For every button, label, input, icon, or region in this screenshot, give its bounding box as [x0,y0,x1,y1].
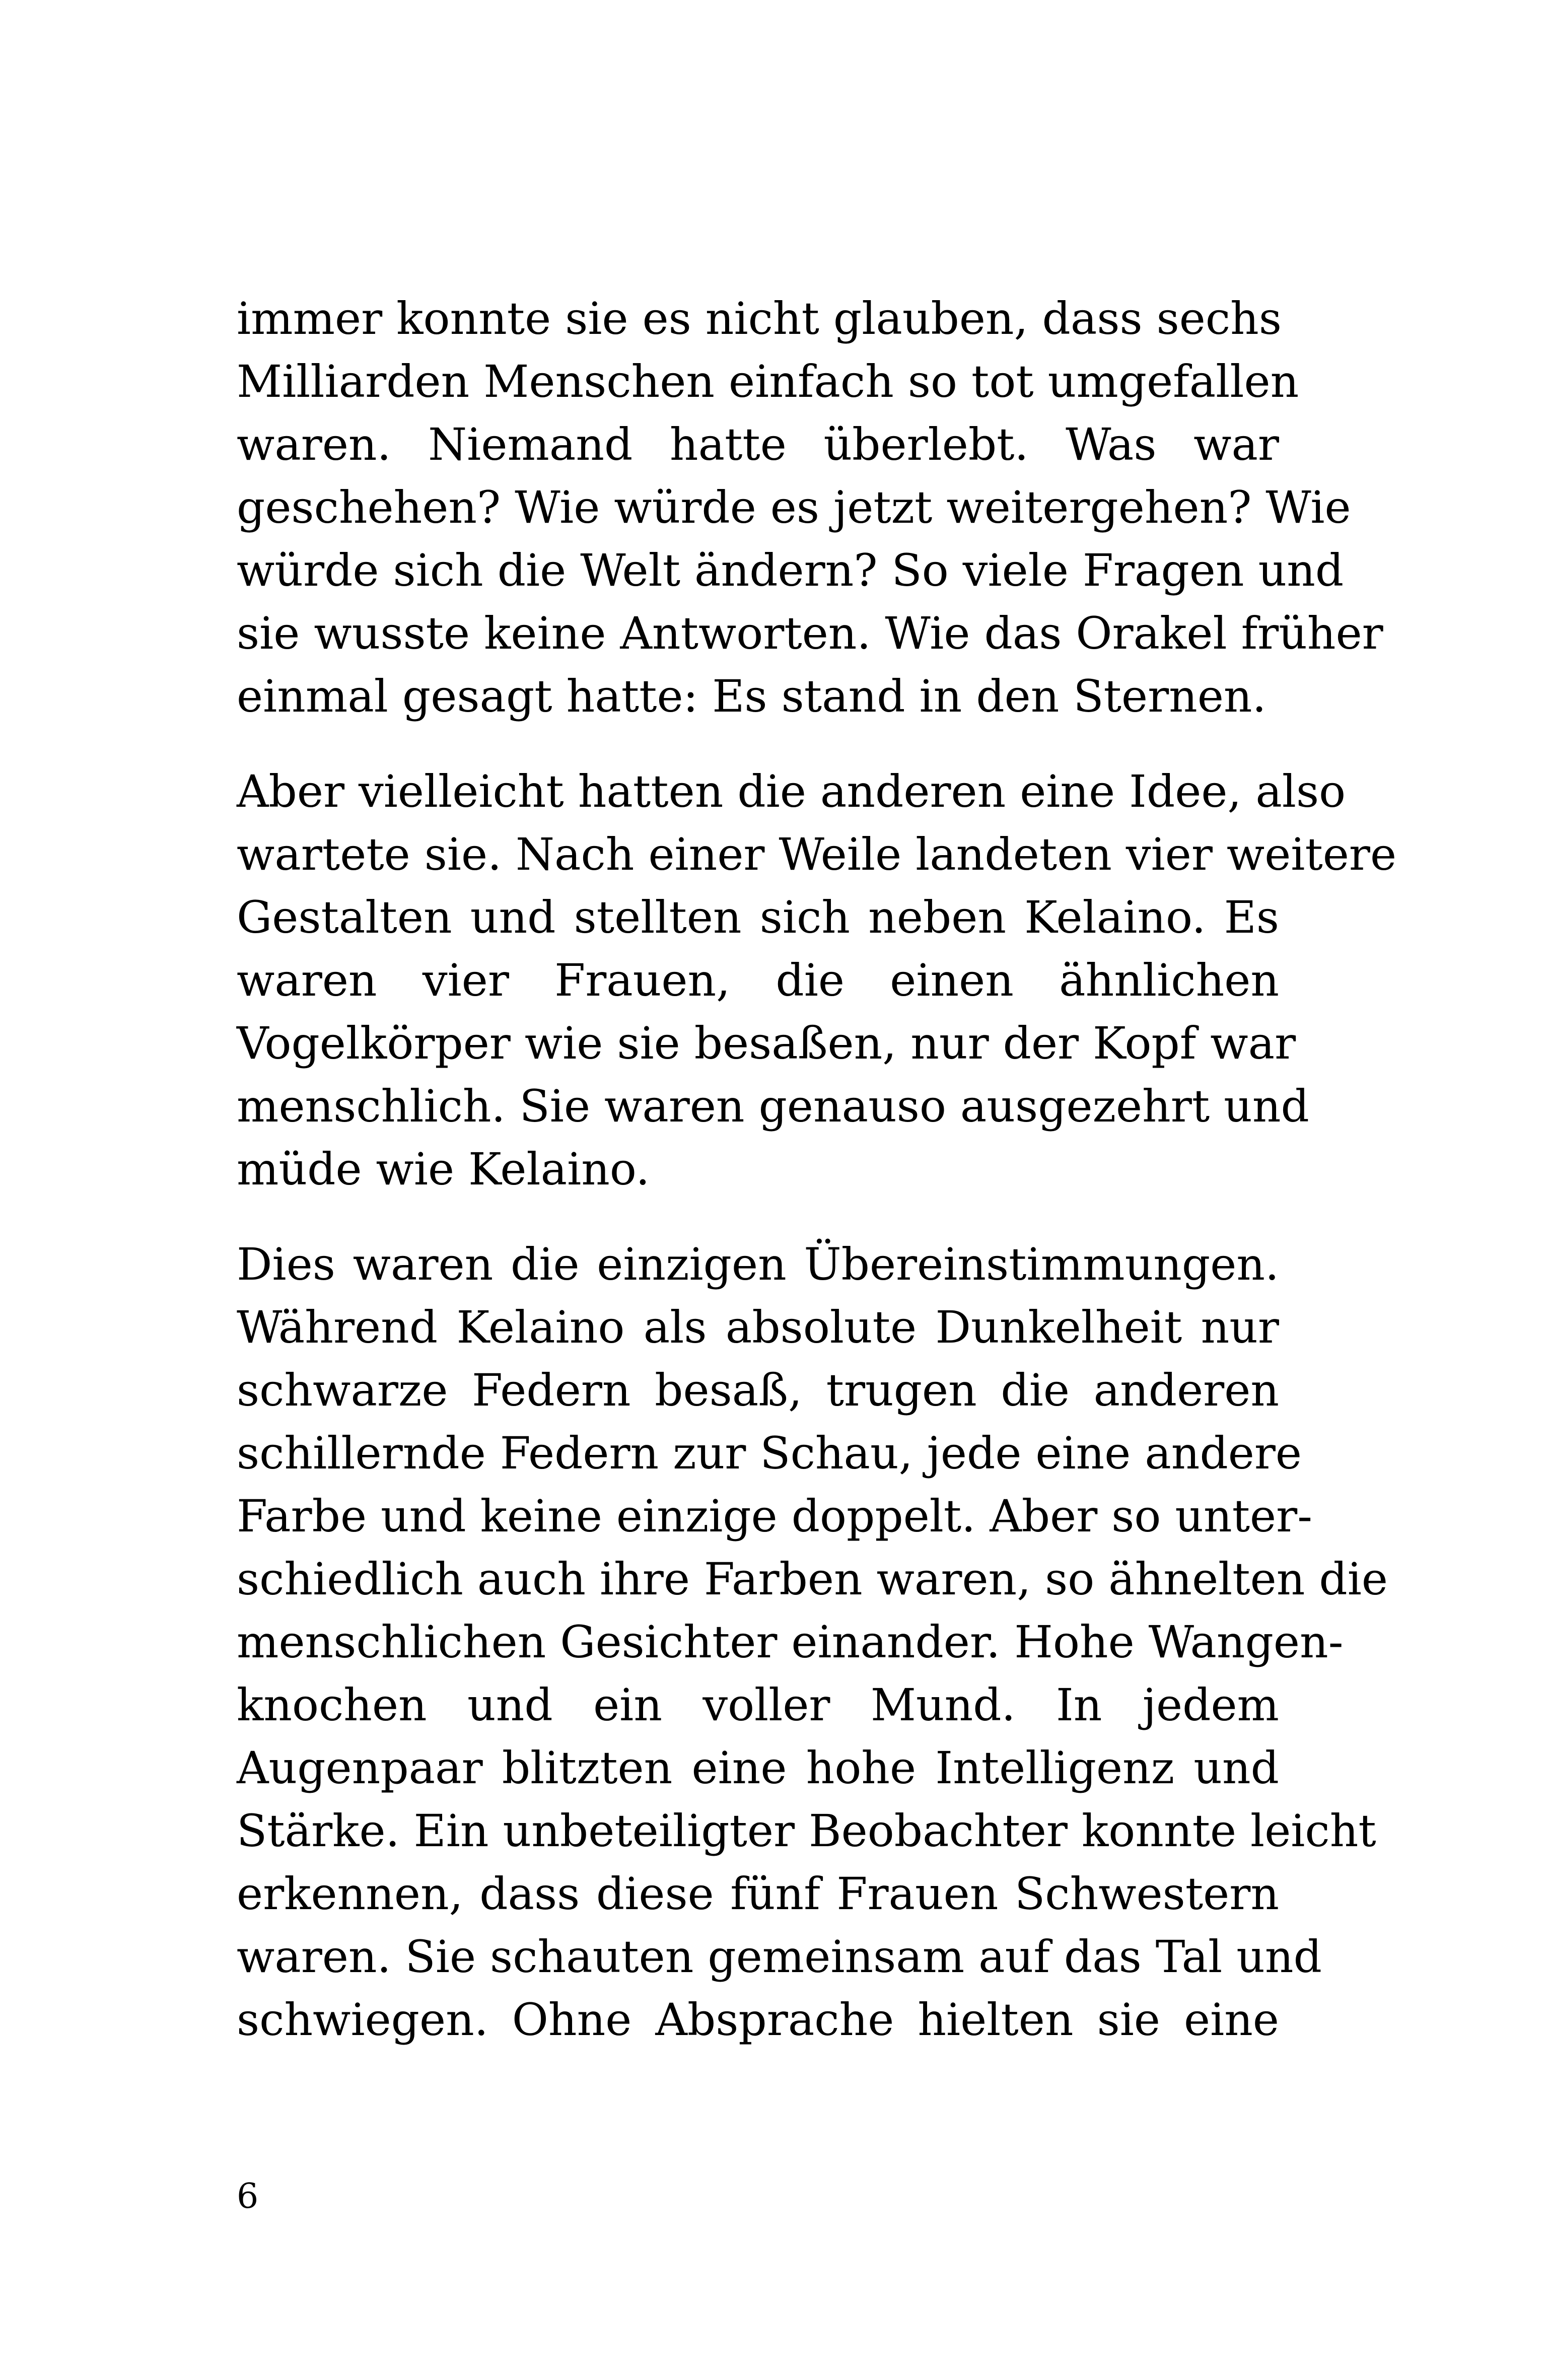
text-line: waren. Niemand hatte überlebt. Was war [237,418,1279,470]
text-line: sie wusste keine Antworten. Wie das Orakel früher [237,607,1383,659]
text-line: immer konnte sie es nicht glauben, dass sechs [237,293,1282,344]
text-line: erkennen, dass diese fünf Frauen Schwestern [237,1868,1279,1920]
text-line: Dies waren die einzigen Übereinstimmungen. [237,1238,1279,1290]
text-line: menschlich. Sie waren genauso ausgezehrt und [237,1080,1309,1132]
text-line: Vogelkörper wie sie besaßen, nur der Kopf war [237,1017,1296,1069]
text-line: waren vier Frauen, die einen ähnlichen [237,954,1279,1006]
paragraph-1 [237,287,1383,728]
text-line: Milliarden Menschen einfach so tot umgefallen [237,356,1299,407]
text-line: schwarze Federn besaß, trugen die anderen [237,1364,1279,1416]
text-line: wartete sie. Nach einer Weile landeten vier weitere [237,828,1397,880]
body-text [237,287,1397,2083]
text-line: schillernde Federn zur Schau, jede eine andere [237,1427,1302,1479]
text-line: geschehen? Wie würde es jetzt weitergehen? Wie [237,481,1351,533]
text-line: schiedlich auch ihre Farben waren, so ähnelten die [237,1553,1388,1605]
text-line: Farbe und keine einzige doppelt. Aber so unter- [237,1490,1312,1542]
text-line: Augenpaar blitzten eine hohe Intelligenz und [237,1742,1279,1794]
text-line: Während Kelaino als absolute Dunkelheit nur [237,1301,1279,1353]
paragraph-3 [237,1233,1388,2051]
page-number: 6 [237,2177,259,2216]
text-line: Gestalten und stellten sich neben Kelaino. Es [237,891,1279,943]
text-line: knochen und ein voller Mund. In jedem [237,1679,1279,1731]
text-line: würde sich die Welt ändern? So viele Fragen und [237,544,1344,596]
text-line: waren. Sie schauten gemeinsam auf das Tal und [237,1931,1322,1983]
text-line: einmal gesagt hatte: Es stand in den Sternen. [237,670,1266,722]
text-line: schwiegen. Ohne Absprache hielten sie eine [237,1994,1279,2046]
text-line: müde wie Kelaino. [237,1143,650,1195]
text-line: Stärke. Ein unbeteiligter Beobachter konnte leicht [237,1805,1376,1857]
text-line: menschlichen Gesichter einander. Hohe Wangen- [237,1616,1344,1668]
text-line: Aber vielleicht hatten die anderen eine Idee, also [237,765,1346,817]
paragraph-2 [237,760,1397,1201]
